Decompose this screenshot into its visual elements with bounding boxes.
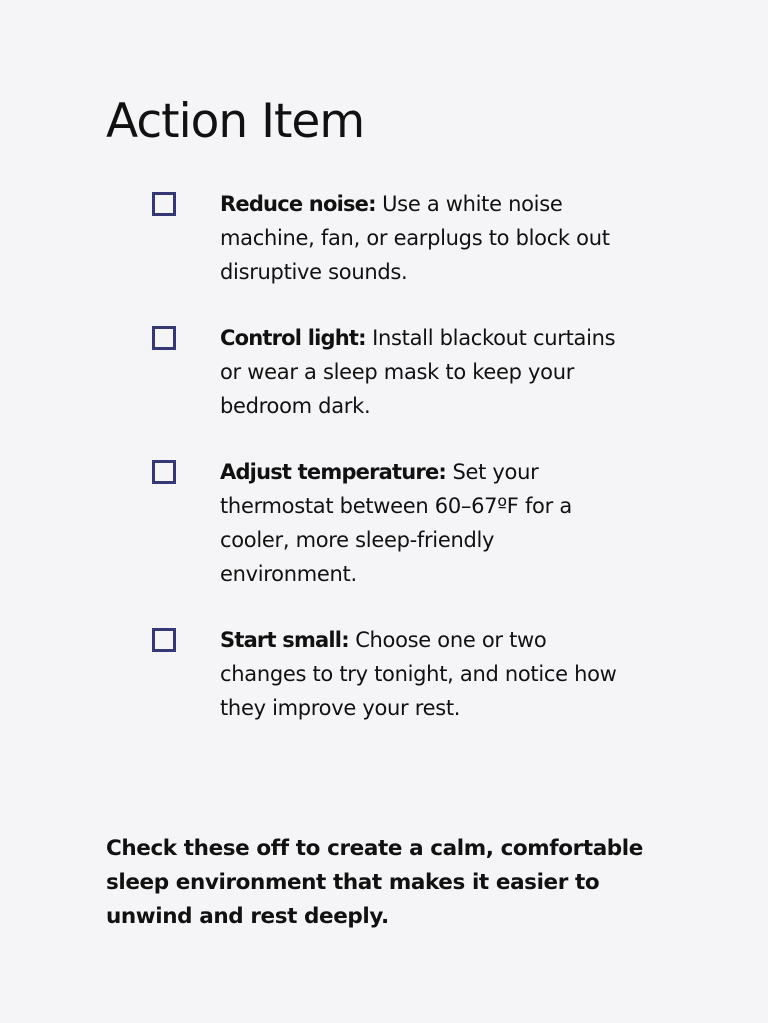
checklist-item-reduce-noise: [152, 187, 622, 289]
checkbox[interactable]: [152, 326, 176, 350]
checklist-item-control-light: [152, 321, 622, 423]
item-body: Use a white noise machine, fan, or earplugs to block out disruptive sounds.: [220, 192, 610, 284]
checkbox[interactable]: [152, 460, 176, 484]
footer-note: Check these off to create a calm, comfortable sleep environment that makes it easier to unwind and rest deeply.: [106, 836, 643, 929]
item-description: [220, 455, 620, 591]
item-body: Choose one or two changes to try tonight, and notice how they improve your rest.: [220, 628, 617, 720]
checkbox[interactable]: [152, 628, 176, 652]
item-title: Control light:: [220, 326, 366, 350]
checkbox[interactable]: [152, 192, 176, 216]
checklist-item-adjust-temperature: [152, 455, 622, 591]
item-description: [220, 623, 620, 725]
item-body: Set your thermostat between 60–67ºF for a cooler, more sleep-friendly environment.: [220, 460, 572, 586]
action-checklist: [152, 187, 622, 757]
item-body: Install blackout curtains or wear a sleep mask to keep your bedroom dark.: [220, 326, 616, 418]
item-title: Start small:: [220, 628, 349, 652]
item-title: Adjust temperature:: [220, 460, 447, 484]
page-title: Action Item: [106, 94, 365, 149]
item-title: Reduce noise:: [220, 192, 376, 216]
checklist-item-start-small: [152, 623, 622, 725]
item-description: [220, 187, 620, 289]
item-description: [220, 321, 620, 423]
